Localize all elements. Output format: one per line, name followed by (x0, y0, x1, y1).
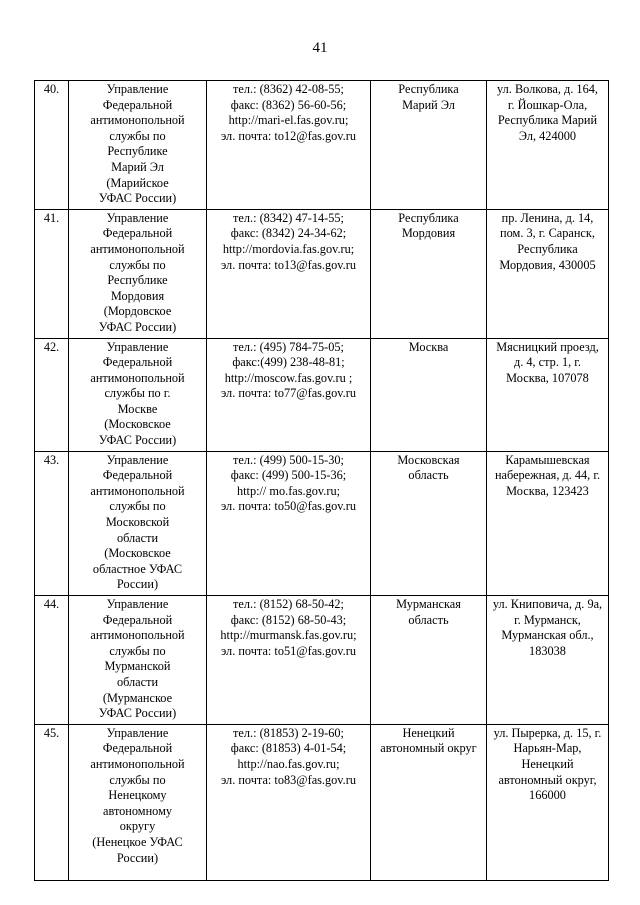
region-cell (371, 724, 487, 880)
office-name-cell (69, 81, 207, 210)
contact-line: факс: (8152) 68-50-43; (230, 612, 347, 627)
address-line: г. Йошкар-Ола, (507, 97, 588, 112)
address-line: автономный округ, (498, 772, 597, 787)
office-name-line: (Ненецкое УФАС (92, 834, 183, 849)
office-name-line: (Мордовское (103, 304, 172, 319)
office-name-line: службы по (109, 128, 166, 143)
region-cell (371, 596, 487, 725)
address-line: ул. Волкова, д. 164, (497, 82, 598, 96)
office-name-line: службы по (109, 257, 166, 272)
contact-line: факс: (8342) 24-34-62; (230, 226, 347, 241)
office-name-line: антимонопольной (90, 113, 185, 128)
office-name-line: УФАС России) (98, 433, 177, 448)
region-cell (371, 209, 487, 338)
office-name-line: округу (119, 819, 156, 834)
address-line: Москва, 107078 (506, 370, 589, 385)
address-line: Карамышевская (505, 452, 590, 467)
office-name-line: службы по (109, 772, 166, 787)
contact-line: эл. почта: to77@fas.gov.ru (221, 386, 356, 401)
contact-line: http://nao.fas.gov.ru; (237, 756, 340, 771)
address-line: Мясницкий проезд, (496, 339, 599, 354)
table-row (35, 81, 609, 210)
office-name-line: Управление (106, 452, 169, 467)
contacts-cell (207, 81, 371, 210)
office-name-line: антимонопольной (90, 483, 185, 498)
address-cell (487, 451, 609, 595)
contact-line: эл. почта: to12@fas.gov.ru (221, 128, 356, 143)
contact-line: эл. почта: to51@fas.gov.ru (221, 643, 356, 658)
office-name-line: УФАС России) (98, 706, 177, 721)
office-name-line: области (116, 674, 159, 689)
address-line: г. Мурманск, (514, 612, 581, 627)
fas-offices-table (34, 80, 609, 881)
region-line: Московская (397, 452, 460, 467)
office-name-line: Федеральной (102, 226, 173, 241)
office-name-cell (69, 338, 207, 451)
table-row (35, 596, 609, 725)
table-body (35, 81, 609, 881)
region-line: Ненецкий (402, 725, 455, 740)
office-name-line: Московской (105, 515, 170, 530)
table-row (35, 338, 609, 451)
contact-line: эл. почта: to13@fas.gov.ru (221, 257, 356, 272)
address-line: 166000 (529, 788, 566, 803)
page-number: 41 (312, 40, 328, 56)
address-line: Ненецкий (521, 756, 574, 771)
address-line: 183038 (529, 643, 566, 658)
contact-line: тел.: (499) 500-15-30; (233, 452, 344, 467)
contact-line: тел.: (8342) 47-14-55; (233, 210, 344, 225)
office-name-line: Республике (107, 273, 168, 288)
address-line: Нарьян-Мар, (513, 741, 582, 756)
office-name-line: (Московское (104, 546, 171, 561)
region-cell (371, 338, 487, 451)
address-cell (487, 338, 609, 451)
row-number: 44. (35, 596, 69, 725)
address-cell (487, 724, 609, 880)
region-line: автономный округ (380, 741, 477, 756)
contacts-cell (207, 724, 371, 880)
contact-line: http://murmansk.fas.gov.ru; (220, 628, 357, 643)
office-name-line: Москве (117, 401, 158, 416)
region-line: Мордовия (401, 226, 456, 241)
region-line: Республика (398, 210, 459, 225)
office-name-line: Ненецкому (108, 788, 167, 803)
region-line: Москва (408, 339, 449, 354)
row-number: 41. (35, 209, 69, 338)
contact-line: http:// mo.fas.gov.ru; (236, 483, 341, 498)
table-row (35, 451, 609, 595)
contact-line: тел.: (8152) 68-50-42; (233, 597, 344, 611)
office-name-line: антимонопольной (90, 628, 185, 643)
office-name-line: Республике (107, 144, 168, 159)
office-name-line: России) (116, 850, 159, 865)
office-name-line: областное УФАС (92, 561, 183, 576)
address-line: д. 4, стр. 1, г. (513, 355, 581, 370)
region-line: Мурманская (396, 597, 461, 611)
office-name-line: службы по (109, 499, 166, 514)
office-name-line: Федеральной (102, 612, 173, 627)
office-name-line: Управление (106, 339, 169, 354)
office-name-line: службы по г. (104, 386, 171, 401)
region-line: Марий Эл (402, 97, 455, 112)
office-name-line: антимонопольной (90, 370, 185, 385)
office-name-line: Управление (106, 597, 169, 611)
row-number: 43. (35, 451, 69, 595)
address-line: Мурманская обл., (501, 628, 594, 643)
office-name-line: (Московское (104, 417, 171, 432)
contact-line: факс: (8362) 56-60-56; (230, 97, 347, 112)
contact-line: факс: (81853) 4-01-54; (230, 741, 347, 756)
address-line: Республика (517, 241, 578, 256)
address-line: ул. Пырерка, д. 15, г. (493, 725, 602, 740)
office-name-line: службы по (109, 643, 166, 658)
contacts-cell (207, 338, 371, 451)
address-line: пом. 3, г. Саранск, (500, 226, 595, 241)
office-name-line: Управление (106, 210, 169, 225)
office-name-line: Федеральной (102, 468, 173, 483)
office-name-line: Федеральной (102, 97, 173, 112)
contact-line: тел.: (495) 784-75-05; (233, 339, 344, 354)
office-name-line: (Марийское (106, 175, 169, 190)
region-line: Республика (398, 82, 459, 96)
table-row (35, 209, 609, 338)
contact-line: http://moscow.fas.gov.ru ; (224, 370, 353, 385)
address-line: Республика Марий (497, 113, 598, 128)
address-cell (487, 81, 609, 210)
address-cell (487, 596, 609, 725)
address-line: пр. Ленина, д. 14, (501, 210, 594, 225)
office-name-line: Мурманской (104, 659, 171, 674)
office-name-line: России) (116, 577, 159, 592)
address-line: набережная, д. 44, г. (494, 468, 601, 483)
region-cell (371, 451, 487, 595)
office-name-line: (Мурманское (102, 690, 173, 705)
office-name-line: Мордовия (110, 288, 165, 303)
address-cell (487, 209, 609, 338)
office-name-cell (69, 451, 207, 595)
office-name-line: Управление (106, 725, 169, 740)
office-name-line: антимонопольной (90, 241, 185, 256)
contact-line: эл. почта: to83@fas.gov.ru (221, 772, 356, 787)
address-line: ул. Книповича, д. 9а, (492, 597, 603, 611)
office-name-line: Управление (106, 82, 169, 96)
contacts-cell (207, 451, 371, 595)
contact-line: эл. почта: to50@fas.gov.ru (221, 499, 356, 514)
office-name-line: антимонопольной (90, 756, 185, 771)
office-name-line: Марий Эл (111, 159, 164, 174)
region-cell (371, 81, 487, 210)
contact-line: http://mari-el.fas.gov.ru; (228, 113, 349, 128)
office-name-line: УФАС России) (98, 319, 177, 334)
row-number: 40. (35, 81, 69, 210)
contact-line: тел.: (8362) 42-08-55; (233, 82, 344, 96)
office-name-cell (69, 209, 207, 338)
region-line: область (408, 612, 449, 627)
address-line: Эл, 424000 (518, 128, 577, 143)
office-name-cell (69, 596, 207, 725)
office-name-cell (69, 724, 207, 880)
contacts-cell (207, 209, 371, 338)
address-line: Москва, 123423 (506, 483, 589, 498)
address-line: Мордовия, 430005 (499, 257, 596, 272)
office-name-line: УФАС России) (98, 191, 177, 206)
contact-line: факс:(499) 238-48-81; (232, 355, 345, 370)
office-name-line: Федеральной (102, 355, 173, 370)
contact-line: факс: (499) 500-15-36; (230, 468, 347, 483)
table-row (35, 724, 609, 880)
office-name-line: Федеральной (102, 741, 173, 756)
row-number: 42. (35, 338, 69, 451)
region-line: область (408, 468, 449, 483)
row-number: 45. (35, 724, 69, 880)
office-name-line: автономному (102, 803, 173, 818)
contact-line: тел.: (81853) 2-19-60; (233, 725, 344, 740)
office-name-line: области (116, 530, 159, 545)
contacts-cell (207, 596, 371, 725)
contact-line: http://mordovia.fas.gov.ru; (222, 241, 355, 256)
